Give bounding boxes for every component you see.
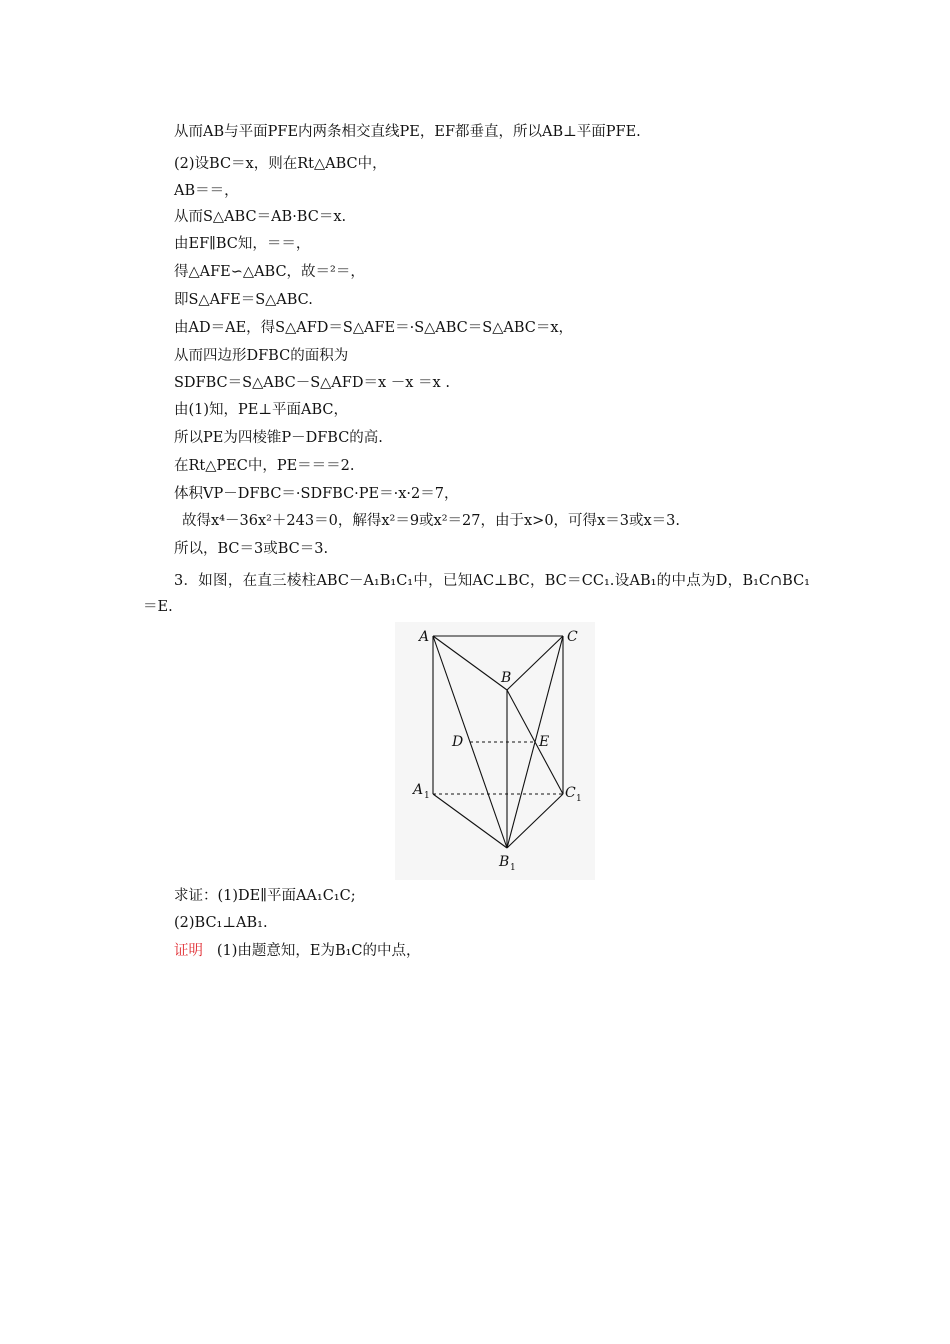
line-8: 由AD＝AE，得S△AFD＝S△AFE＝·S△ABC＝S△ABC＝x， xyxy=(174,320,574,336)
line-6: 得△AFE∽△ABC，故＝²＝， xyxy=(174,264,365,280)
prism-figure xyxy=(395,622,595,880)
label-A1: A xyxy=(413,782,424,798)
label-C1: C xyxy=(565,785,576,801)
label-B: B xyxy=(501,670,512,686)
line-12: 所以PE为四棱锥P－DFBC的高. xyxy=(174,430,383,446)
label-D: D xyxy=(452,734,464,750)
prove-line-1: 求证：(1)DE∥平面AA₁C₁C; xyxy=(174,888,356,904)
line-16: 所以，BC＝3或BC＝3. xyxy=(174,541,329,557)
label-B1: B xyxy=(499,854,510,870)
line-9: 从而四边形DFBC的面积为 xyxy=(174,348,349,364)
line-13: 在Rt△PEC中，PE＝＝＝2. xyxy=(174,458,355,474)
line-3: AB＝＝， xyxy=(174,183,239,199)
label-A1-sub: 1 xyxy=(424,791,430,801)
line-10: SDFBC＝S△ABC－S△AFD＝x －x ＝x . xyxy=(174,375,450,391)
line-1: 从而AB与平面PFE内两条相交直线PE，EF都垂直，所以AB⊥平面PFE. xyxy=(174,124,641,140)
label-A: A xyxy=(419,629,430,645)
label-C1-sub: 1 xyxy=(576,794,582,804)
line-11: 由(1)知，PE⊥平面ABC， xyxy=(174,402,349,418)
proof-line xyxy=(174,941,421,961)
label-E: E xyxy=(539,734,550,750)
proof-text: (1)由题意知，E为B₁C的中点， xyxy=(216,943,421,959)
line-5: 由EF∥BC知，＝＝， xyxy=(174,236,311,252)
line-7: 即S△AFE＝S△ABC. xyxy=(174,292,313,308)
line-14: 体积VP－DFBC＝·SDFBC·PE＝·x·2＝7， xyxy=(174,486,459,502)
line-4: 从而S△ABC＝AB·BC＝x. xyxy=(174,209,347,225)
problem-3: 3．如图，在直三棱柱ABC－A₁B₁C₁中，已知AC⊥BC，BC＝CC₁.设AB₁的中点为D，B₁C∩BC₁＝E. xyxy=(143,573,810,615)
label-C: C xyxy=(567,629,578,645)
proof-label: 证明 xyxy=(174,943,203,959)
prove-line-2: (2)BC₁⊥AB₁. xyxy=(174,915,268,931)
label-B1-sub: 1 xyxy=(510,863,516,873)
line-2: (2)设BC＝x，则在Rt△ABC中， xyxy=(174,156,387,172)
line-15: 故得x⁴－36x²＋243＝0，解得x²＝9或x²＝27，由于x>0，可得x＝3或x＝3. xyxy=(182,513,680,529)
